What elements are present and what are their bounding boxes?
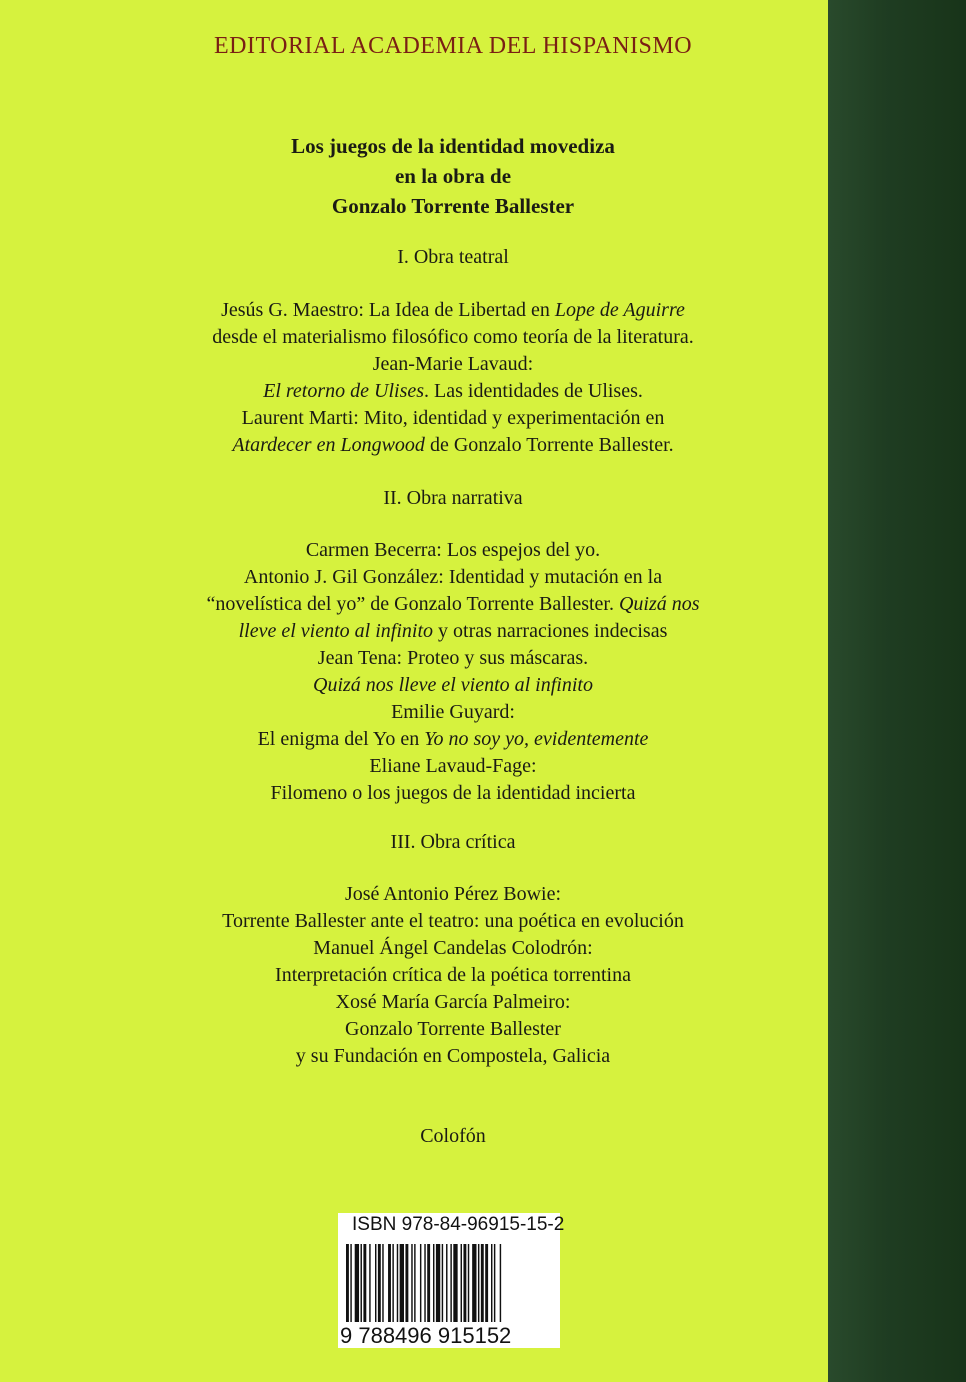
barcode-bar bbox=[363, 1244, 366, 1322]
book-title bbox=[0, 131, 906, 221]
publisher-name: EDITORIAL ACADEMIA DEL HISPANISMO bbox=[213, 33, 693, 59]
barcode-bar bbox=[453, 1244, 457, 1322]
contents-line bbox=[0, 699, 906, 726]
line-text: y su Fundación en Compostela, Galicia bbox=[295, 1045, 611, 1067]
barcode-bar bbox=[355, 1244, 359, 1322]
contents-line bbox=[0, 618, 906, 645]
line-text: Jesús G. Maestro: La Idea de Libertad en bbox=[221, 299, 555, 321]
barcode-bar bbox=[427, 1244, 430, 1322]
title-line: Los juegos de la identidad movediza bbox=[291, 134, 615, 158]
contents-line bbox=[0, 297, 906, 324]
title-line: Gonzalo Torrente Ballester bbox=[331, 194, 575, 218]
barcode-bar bbox=[446, 1244, 447, 1322]
line-text: de Gonzalo Torrente Ballester. bbox=[424, 434, 674, 456]
barcode-bar bbox=[411, 1244, 412, 1322]
italic-title: Lope de Aguirre bbox=[554, 299, 685, 321]
contents-line bbox=[0, 753, 906, 780]
line-text: Torrente Ballester ante el teatro: una poética en evolución bbox=[222, 910, 684, 932]
contents-line bbox=[0, 432, 906, 459]
barcode-bar bbox=[378, 1244, 381, 1322]
contents-line bbox=[0, 726, 906, 753]
line-text: Interpretación crítica de la poética torrentina bbox=[275, 964, 631, 986]
line-text: Emilie Guyard: bbox=[391, 701, 515, 723]
line-text: El enigma del Yo en bbox=[257, 728, 425, 750]
barcode-bar bbox=[463, 1244, 466, 1322]
contents-line bbox=[0, 537, 906, 564]
contents-line bbox=[0, 564, 906, 591]
contents-line bbox=[0, 324, 906, 351]
barcode-bar bbox=[468, 1244, 469, 1322]
colofon: Colofón bbox=[420, 1125, 486, 1147]
barcode-bar bbox=[494, 1244, 495, 1322]
line-text: “novelística del yo” de Gonzalo Torrente Ballester. bbox=[206, 593, 619, 615]
contents-line bbox=[0, 935, 906, 962]
line-text: José Antonio Pérez Bowie: bbox=[344, 883, 562, 905]
contents-narrativa bbox=[0, 537, 906, 807]
barcode-bar bbox=[414, 1244, 415, 1322]
line-text: Jean-Marie Lavaud: bbox=[372, 353, 534, 375]
barcode-bar bbox=[436, 1244, 440, 1322]
contents-teatral bbox=[0, 297, 906, 459]
barcode-bar bbox=[405, 1244, 408, 1322]
italic-title: Atardecer en Longwood bbox=[232, 434, 425, 456]
line-text: Xosé María García Palmeiro: bbox=[335, 991, 571, 1013]
contents-line bbox=[0, 908, 906, 935]
italic-title: Yo no soy yo, evidentemente bbox=[424, 728, 649, 750]
barcode-bar bbox=[350, 1244, 351, 1322]
barcode-bar bbox=[491, 1244, 492, 1322]
barcode-bar bbox=[420, 1244, 421, 1322]
contents-line bbox=[0, 989, 906, 1016]
contents-line bbox=[0, 1043, 906, 1070]
contents-line bbox=[0, 672, 906, 699]
contents-line bbox=[0, 645, 906, 672]
contents-line bbox=[0, 780, 906, 807]
line-text: Gonzalo Torrente Ballester bbox=[345, 1018, 561, 1040]
barcode-bar bbox=[461, 1244, 462, 1322]
line-text: Laurent Marti: Mito, identidad y experimentación en bbox=[241, 407, 665, 429]
barcode-bar bbox=[424, 1244, 425, 1322]
line-text: y otras narraciones indecisas bbox=[433, 620, 668, 642]
barcode-bar bbox=[382, 1244, 383, 1322]
section-heading-critica: III. Obra crítica bbox=[390, 831, 516, 853]
barcode-bar bbox=[361, 1244, 362, 1322]
italic-title: Quizá nos lleve el viento al infinito bbox=[313, 674, 593, 696]
barcode-bars bbox=[346, 1244, 556, 1322]
barcode-bar bbox=[369, 1244, 370, 1322]
barcode-bar bbox=[392, 1244, 393, 1322]
barcode-bar bbox=[400, 1244, 404, 1322]
italic-title: El retorno de Ulises bbox=[263, 380, 425, 402]
italic-title: Quizá nos bbox=[618, 593, 700, 615]
barcode-digits: 9 788496 915152 bbox=[340, 1323, 512, 1348]
barcode-bar bbox=[478, 1244, 479, 1322]
contents-line bbox=[0, 351, 906, 378]
section-heading-teatral: I. Obra teatral bbox=[397, 246, 509, 268]
line-text: Filomeno o los juegos de la identidad incierta bbox=[270, 782, 636, 804]
barcode-bar bbox=[442, 1244, 443, 1322]
barcode-bar bbox=[433, 1244, 434, 1322]
contents-critica bbox=[0, 881, 906, 1070]
contents-line bbox=[0, 591, 906, 618]
line-text: Carmen Becerra: Los espejos del yo. bbox=[305, 539, 601, 561]
barcode-bar bbox=[472, 1244, 476, 1322]
title-line: en la obra de bbox=[394, 164, 512, 188]
isbn-text: ISBN 978-84-96915-15-2 bbox=[352, 1214, 565, 1235]
barcode-bar bbox=[375, 1244, 376, 1322]
contents-line bbox=[0, 1016, 906, 1043]
barcode-bar bbox=[346, 1244, 349, 1322]
line-text: Jean Tena: Proteo y sus máscaras. bbox=[317, 647, 589, 669]
line-text: . Las identidades de Ulises. bbox=[424, 380, 643, 402]
section-heading-narrativa: II. Obra narrativa bbox=[383, 487, 523, 509]
contents-line bbox=[0, 378, 906, 405]
barcode-bar bbox=[397, 1244, 398, 1322]
barcode-bar bbox=[388, 1244, 391, 1322]
barcode-bar bbox=[485, 1244, 488, 1322]
barcode-bar bbox=[481, 1244, 484, 1322]
contents-line bbox=[0, 881, 906, 908]
contents-line bbox=[0, 405, 906, 432]
line-text: desde el materialismo filosófico como teoría de la literatura. bbox=[212, 326, 694, 348]
barcode-bar bbox=[450, 1244, 451, 1322]
contents-line bbox=[0, 962, 906, 989]
line-text: Eliane Lavaud-Fage: bbox=[369, 755, 537, 777]
line-text: Antonio J. Gil González: Identidad y mutación en la bbox=[243, 566, 663, 588]
line-text: Manuel Ángel Candelas Colodrón: bbox=[313, 937, 593, 959]
barcode-bar bbox=[500, 1244, 501, 1322]
italic-title: lleve el viento al infinito bbox=[238, 620, 434, 642]
